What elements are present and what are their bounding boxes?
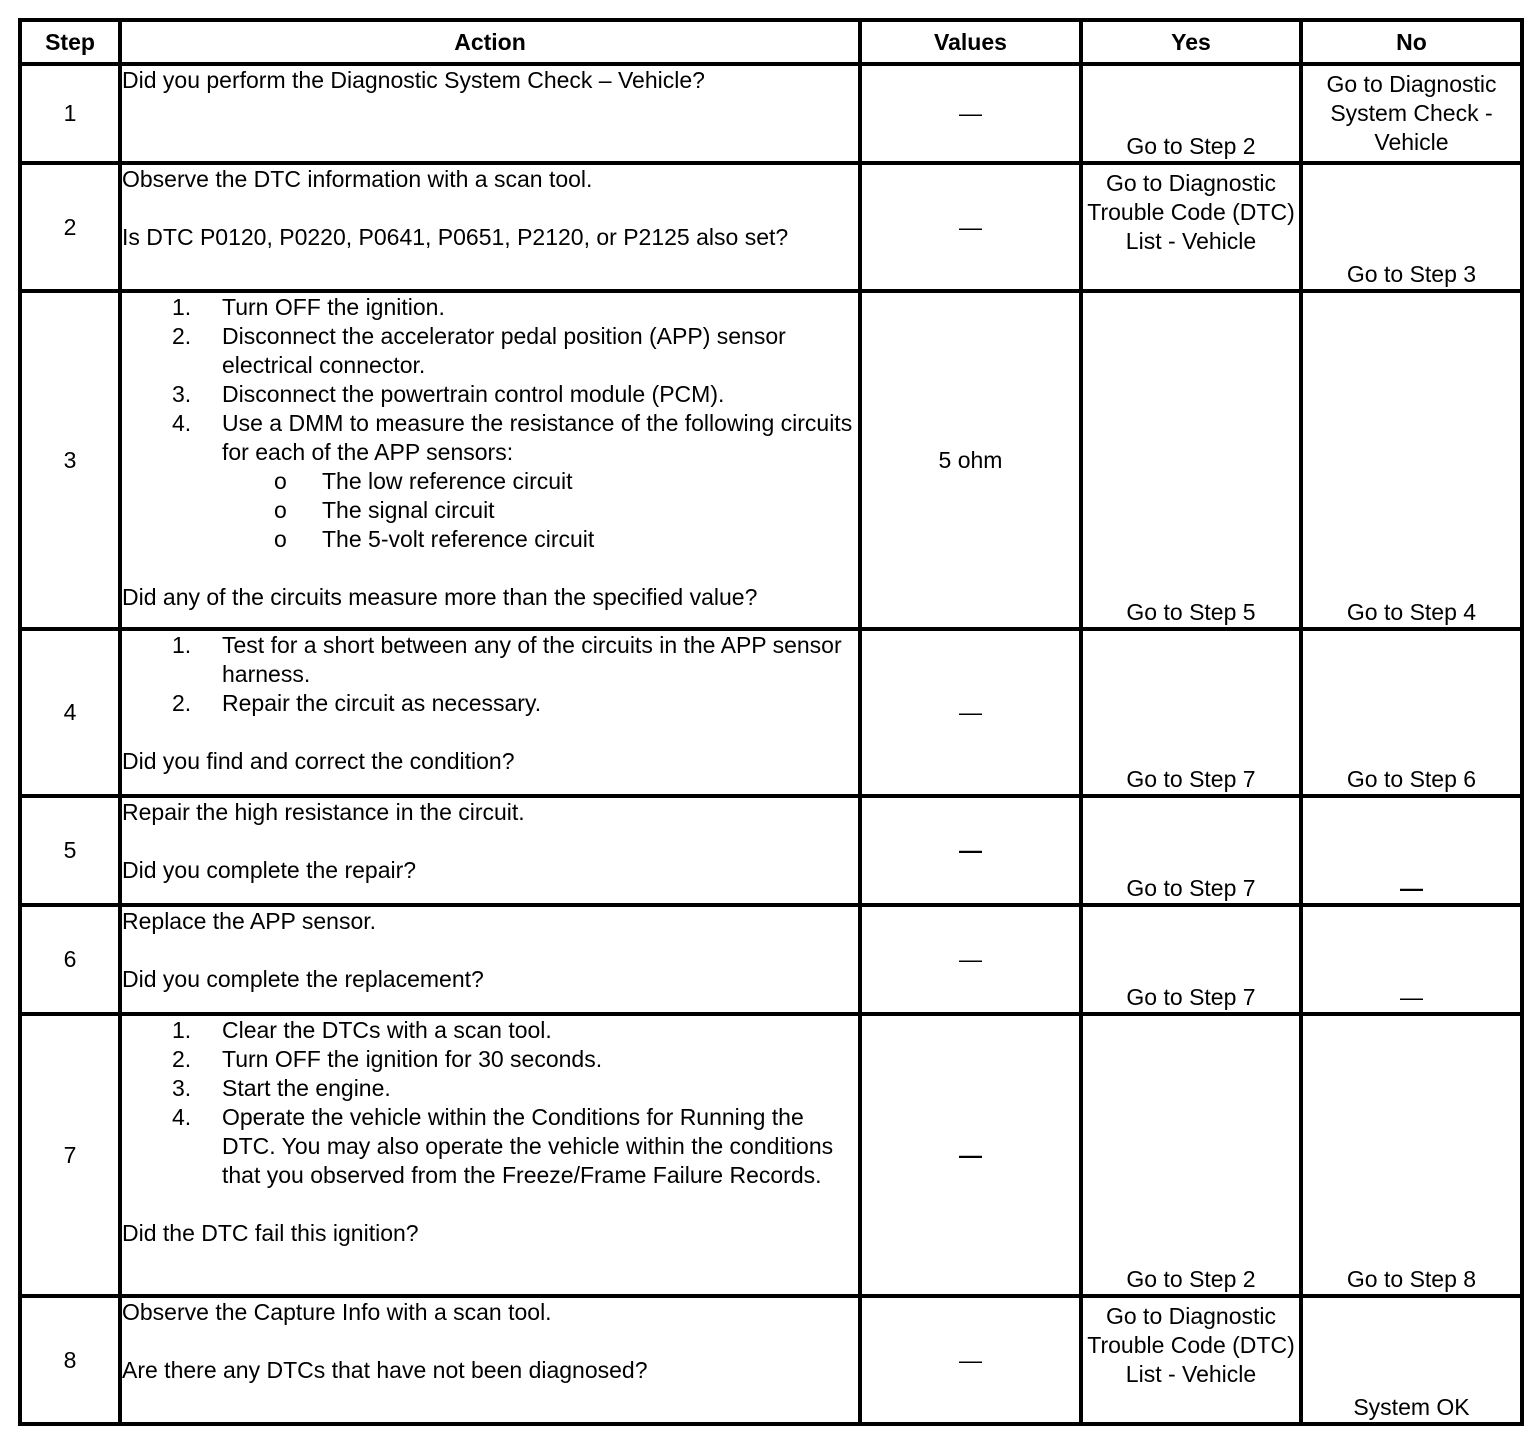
step-number: 4	[20, 629, 120, 796]
no-cell: Go to Step 4	[1301, 291, 1522, 629]
no-cell: Go to Step 8	[1301, 1014, 1522, 1296]
values-cell	[860, 796, 1081, 905]
circuit-item	[122, 525, 858, 554]
circuit-item	[122, 467, 858, 496]
values-cell	[860, 1014, 1081, 1296]
bullet-icon: o	[274, 526, 287, 552]
item-text: Clear the DTCs with a scan tool.	[222, 1017, 552, 1043]
item-number: 3.	[172, 1075, 192, 1101]
header-step: Step	[20, 20, 120, 64]
procedure-item	[122, 322, 858, 380]
procedure-list	[122, 293, 858, 467]
table-row	[20, 163, 1522, 291]
yes-cell: Go to Step 7	[1081, 796, 1301, 905]
action-cell	[120, 163, 860, 291]
header-no: No	[1301, 20, 1522, 64]
action-cell	[120, 64, 860, 163]
no-cell: Go to Diagnostic System Check - Vehicle	[1301, 64, 1522, 163]
procedure-item	[122, 689, 858, 718]
item-number: 2.	[172, 690, 192, 716]
no-text: —	[1400, 875, 1423, 901]
yes-cell: Go to Step 7	[1081, 629, 1301, 796]
circuit-list	[122, 467, 858, 554]
table-row	[20, 1014, 1522, 1296]
item-text: Turn OFF the ignition for 30 seconds.	[222, 1046, 603, 1072]
procedure-item	[122, 1045, 858, 1074]
step-number: 2	[20, 163, 120, 291]
step-number: 7	[20, 1014, 120, 1296]
action-question: Did you complete the replacement?	[122, 966, 484, 992]
item-number: 4.	[172, 1104, 192, 1130]
item-text: Repair the circuit as necessary.	[222, 690, 542, 716]
circuit-text: The 5-volt reference circuit	[322, 526, 595, 552]
item-text: Turn OFF the ignition.	[222, 294, 445, 320]
action-cell	[120, 629, 860, 796]
action-cell	[120, 1296, 860, 1424]
procedure-list	[122, 631, 858, 718]
table-row	[20, 796, 1522, 905]
circuit-text: The low reference circuit	[322, 468, 573, 494]
values-cell	[860, 291, 1081, 629]
item-number: 2.	[172, 1046, 192, 1072]
action-cell	[120, 796, 860, 905]
header-action: Action	[120, 20, 860, 64]
item-number: 4.	[172, 410, 192, 436]
diagnostic-table	[18, 18, 1524, 1426]
no-cell	[1301, 796, 1522, 905]
action-text: Did you perform the Diagnostic System Check – Vehicle?	[122, 67, 705, 93]
action-text: Replace the APP sensor.	[122, 908, 377, 934]
procedure-item	[122, 1016, 858, 1045]
action-question: Is DTC P0120, P0220, P0641, P0651, P2120, or P2125 also set?	[122, 224, 789, 250]
item-number: 2.	[172, 323, 192, 349]
procedure-item	[122, 1103, 858, 1190]
action-question: Did any of the circuits measure more than the specified value?	[122, 584, 758, 610]
action-question: Are there any DTCs that have not been diagnosed?	[122, 1357, 648, 1383]
yes-cell: Go to Diagnostic Trouble Code (DTC) List - Vehicle	[1081, 163, 1301, 291]
yes-cell: Go to Diagnostic Trouble Code (DTC) List - Vehicle	[1081, 1296, 1301, 1424]
action-text: Repair the high resistance in the circuit.	[122, 799, 525, 825]
values-cell	[860, 163, 1081, 291]
procedure-item	[122, 1074, 858, 1103]
table-row	[20, 64, 1522, 163]
yes-cell: Go to Step 7	[1081, 905, 1301, 1014]
action-question: Did the DTC fail this ignition?	[122, 1220, 419, 1246]
item-number: 1.	[172, 1017, 192, 1043]
no-cell	[1301, 905, 1522, 1014]
procedure-list	[122, 1016, 858, 1190]
header-yes: Yes	[1081, 20, 1301, 64]
action-question: Did you complete the repair?	[122, 857, 417, 883]
item-text: Use a DMM to measure the resistance of the following circuits for each of the APP sensors:	[222, 410, 853, 465]
action-text: Observe the Capture Info with a scan tool.	[122, 1299, 552, 1325]
action-question: Did you find and correct the condition?	[122, 748, 515, 774]
action-text: Observe the DTC information with a scan tool.	[122, 166, 593, 192]
value-text: —	[959, 1346, 982, 1373]
value-text: —	[959, 946, 982, 972]
item-text: Disconnect the accelerator pedal position (APP) sensor electrical connector.	[222, 323, 786, 378]
value-text: —	[959, 1141, 982, 1168]
circuit-item	[122, 496, 858, 525]
values-cell	[860, 905, 1081, 1014]
values-cell	[860, 64, 1081, 163]
no-cell: Go to Step 3	[1301, 163, 1522, 291]
action-cell	[120, 905, 860, 1014]
yes-cell: Go to Step 2	[1081, 64, 1301, 163]
item-number: 1.	[172, 294, 192, 320]
action-cell	[120, 291, 860, 629]
item-text: Test for a short between any of the circuits in the APP sensor harness.	[222, 632, 842, 687]
item-number: 1.	[172, 632, 192, 658]
table-row	[20, 629, 1522, 796]
value-text: —	[959, 699, 982, 725]
no-cell: Go to Step 6	[1301, 629, 1522, 796]
circuit-text: The signal circuit	[322, 497, 495, 523]
no-text: —	[1400, 984, 1423, 1010]
table-row	[20, 291, 1522, 629]
yes-cell: Go to Step 5	[1081, 291, 1301, 629]
header-row	[20, 20, 1522, 64]
step-number: 1	[20, 64, 120, 163]
values-cell	[860, 1296, 1081, 1424]
table-row	[20, 905, 1522, 1014]
header-values: Values	[860, 20, 1081, 64]
no-cell: System OK	[1301, 1296, 1522, 1424]
item-text: Operate the vehicle within the Conditions for Running the DTC. You may also operate the vehicle within the conditions that you observed from the Freeze/Frame Failure Records.	[222, 1104, 834, 1188]
bullet-icon: o	[274, 497, 287, 523]
value-text: —	[959, 837, 982, 863]
item-text: Start the engine.	[222, 1075, 391, 1101]
table-row	[20, 1296, 1522, 1424]
step-number: 5	[20, 796, 120, 905]
item-text: Disconnect the powertrain control module (PCM).	[222, 381, 725, 407]
procedure-item	[122, 380, 858, 409]
procedure-item	[122, 631, 858, 689]
value-text: —	[959, 100, 982, 126]
procedure-item	[122, 293, 858, 322]
step-number: 3	[20, 291, 120, 629]
procedure-item	[122, 409, 858, 467]
item-number: 3.	[172, 381, 192, 407]
value-text: 5 ohm	[938, 446, 1003, 473]
action-cell	[120, 1014, 860, 1296]
values-cell	[860, 629, 1081, 796]
yes-cell: Go to Step 2	[1081, 1014, 1301, 1296]
value-text: —	[959, 213, 982, 240]
bullet-icon: o	[274, 468, 287, 494]
step-number: 8	[20, 1296, 120, 1424]
step-number: 6	[20, 905, 120, 1014]
